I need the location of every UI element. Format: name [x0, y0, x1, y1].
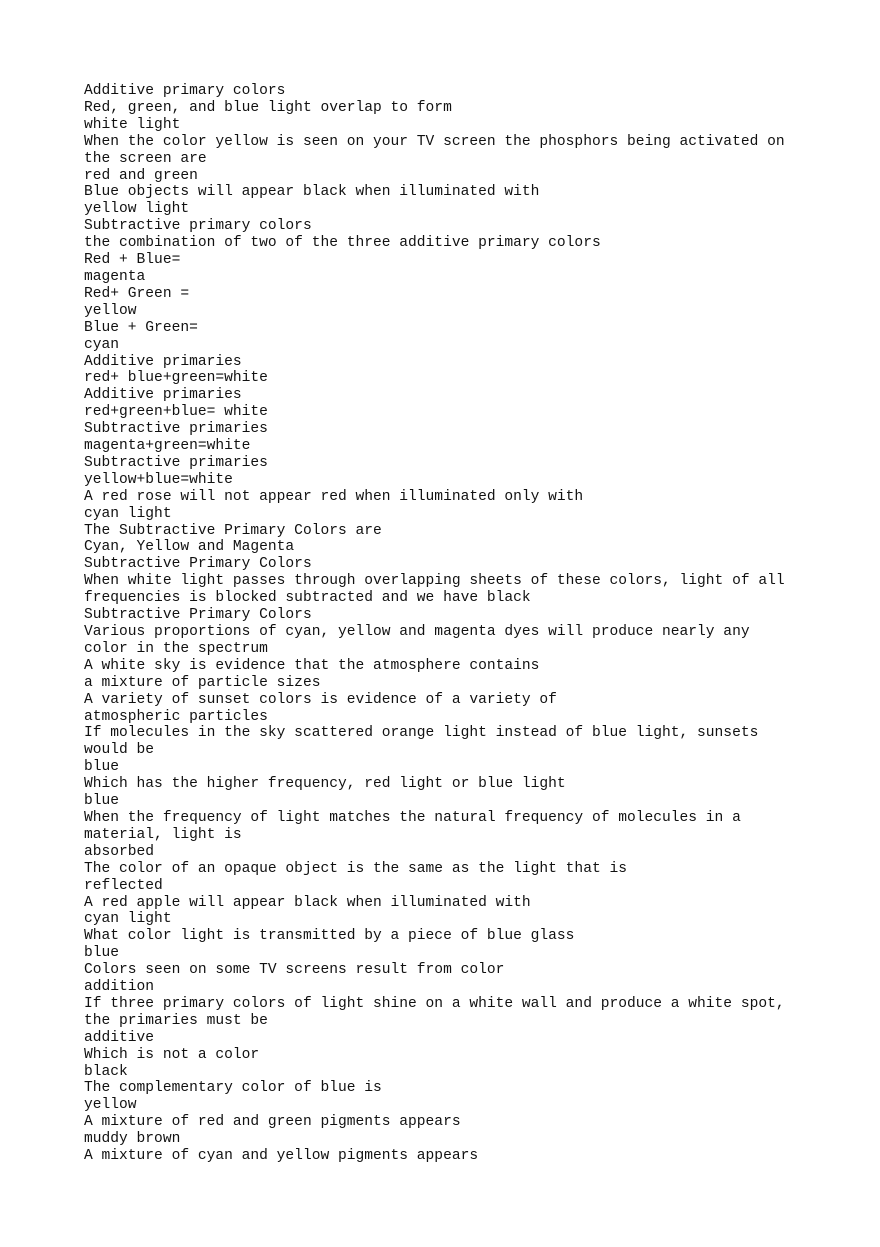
text-line: Additive primary colors: [84, 83, 286, 99]
document-page: [84, 83, 824, 1165]
text-line: cyan light: [84, 505, 172, 522]
text-line: material, light is: [84, 826, 242, 843]
text-line: would be: [84, 742, 155, 759]
text-line: A red rose will not appear red when illuminated only with: [84, 488, 584, 505]
text-line: Colors seen on some TV screens result from color: [84, 962, 505, 979]
text-line: If three primary colors of light shine on a white wall and produce a white spot,: [84, 995, 785, 1012]
text-line: the screen are: [84, 150, 207, 167]
text-line: Which is not a color: [84, 1046, 260, 1063]
text-line: red+ blue+green=white: [84, 370, 268, 387]
text-line: cyan light: [84, 911, 172, 928]
text-line: What color light is transmitted by a piece of blue glass: [84, 928, 575, 945]
text-line: Blue + Green=: [84, 319, 198, 336]
text-line: A mixture of red and green pigments appears: [84, 1114, 461, 1131]
text-line: red+green+blue= white: [84, 404, 268, 421]
text-line: When white light passes through overlapping sheets of these colors, light of all: [84, 573, 785, 590]
text-line: Cyan, Yellow and Magenta: [84, 539, 295, 556]
text-line: absorbed: [84, 843, 155, 860]
text-line: yellow: [84, 1097, 137, 1114]
text-line: blue: [84, 945, 120, 962]
text-line: magenta: [84, 268, 146, 285]
text-line: a mixture of particle sizes: [84, 674, 321, 691]
text-line: Subtractive primaries: [84, 421, 268, 438]
text-line: yellow+blue=white: [84, 471, 233, 488]
text-line: muddy brown: [84, 1131, 181, 1148]
text-line: A red apple will appear black when illuminated with: [84, 894, 531, 911]
text-line: color in the spectrum: [84, 640, 268, 657]
text-line: atmospheric particles: [84, 708, 268, 725]
text-line: A mixture of cyan and yellow pigments appears: [84, 1148, 479, 1165]
text-line: Subtractive primaries: [84, 454, 268, 471]
text-line: When the color yellow is seen on your TV screen the phosphors being activated on: [84, 133, 785, 150]
text-line: addition: [84, 979, 155, 996]
text-line: Subtractive Primary Colors: [84, 556, 312, 573]
text-line: blue: [84, 759, 120, 776]
text-line: white light: [84, 116, 181, 133]
text-line: black: [84, 1063, 128, 1080]
text-line: cyan: [84, 336, 120, 353]
text-line: the primaries must be: [84, 1012, 268, 1029]
text-line: Red+ Green =: [84, 285, 190, 302]
text-line: Subtractive primary colors: [84, 218, 312, 235]
text-line: frequencies is blocked subtracted and we have black: [84, 590, 531, 607]
text-line: Which has the higher frequency, red light or blue light: [84, 776, 566, 793]
text-line: Additive primaries: [84, 387, 242, 404]
text-line: Various proportions of cyan, yellow and magenta dyes will produce nearly any: [84, 624, 750, 640]
text-line: yellow: [84, 302, 137, 319]
text-line: reflected: [84, 877, 163, 894]
text-line: Red, green, and blue light overlap to form: [84, 99, 452, 116]
text-line: The Subtractive Primary Colors are: [84, 522, 382, 539]
text-line: Blue objects will appear black when illuminated with: [84, 184, 540, 201]
text-line: magenta+green=white: [84, 438, 251, 455]
text-line: blue: [84, 793, 120, 810]
text-line: If molecules in the sky scattered orange light instead of blue light, sunsets: [84, 725, 759, 742]
text-line: Subtractive Primary Colors: [84, 607, 312, 624]
text-line: The color of an opaque object is the same as the light that is: [84, 860, 627, 877]
text-line: the combination of two of the three additive primary colors: [84, 235, 601, 252]
text-line: When the frequency of light matches the natural frequency of molecules in a: [84, 809, 741, 826]
text-line: yellow light: [84, 201, 190, 218]
text-line: A white sky is evidence that the atmosphere contains: [84, 657, 540, 674]
text-line: Additive primaries: [84, 353, 242, 370]
text-line: Red + Blue=: [84, 252, 181, 269]
text-line: The complementary color of blue is: [84, 1080, 382, 1097]
text-line: A variety of sunset colors is evidence of a variety of: [84, 691, 557, 708]
text-line: red and green: [84, 167, 198, 184]
text-line: additive: [84, 1029, 155, 1046]
